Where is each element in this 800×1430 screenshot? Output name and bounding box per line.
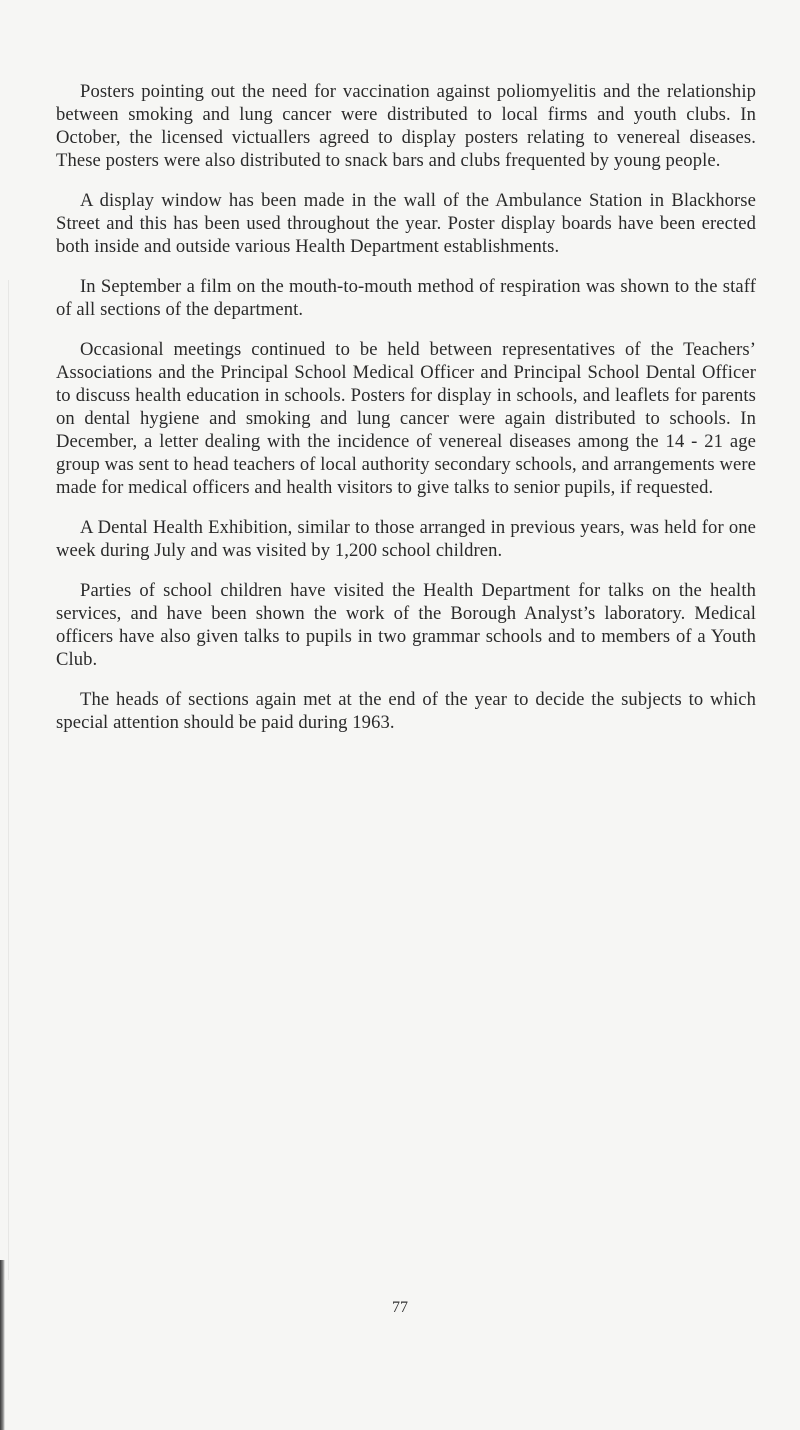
paragraph-film: In September a film on the mouth-to-mouth method of respiration was shown to the staff of all sections of the department.	[56, 276, 756, 320]
page-shadow-line	[8, 280, 9, 1280]
paragraph-posters: Posters pointing out the need for vaccination against poliomyelitis and the relationship between smoking and lung cancer were distributed to local firms and youth clubs. In October, the licensed victuallers agreed to display posters relating to venereal diseases. These posters were also distributed to snack bars and clubs frequented by young people.	[56, 81, 756, 171]
page-number: 77	[392, 1299, 408, 1316]
paragraph-meetings: Occasional meetings continued to be held between representatives of the Teachers’ Associations and the Principal School Medical Officer and Principal School Dental Officer to discuss health education in schools. Posters for display in schools, and leaflets for parents on dental hygiene and smoking and lung cancer were again distributed to schools. In December, a letter dealing with the incidence of venereal diseases among the 14 - 21 age group was sent to head teachers of local authority secondary schools, and arrangements were made for medical officers and health visitors to give talks to senior pupils, if requested.	[56, 339, 756, 498]
paragraph-exhibition: A Dental Health Exhibition, similar to those arranged in previous years, was held for one week during July and was visited by 1,200 school children.	[56, 517, 756, 561]
binding-edge	[0, 1260, 5, 1430]
paragraph-display-window: A display window has been made in the wall of the Ambulance Station in Blackhorse Street and this has been used throughout the year. Poster display boards have been erected both inside and outside various Health Department establishments.	[56, 190, 756, 257]
body-text	[56, 80, 756, 751]
paragraph-heads-of-sections: The heads of sections again met at the end of the year to decide the subjects to which special attention should be paid during 1963.	[56, 689, 756, 733]
paragraph-school-visits: Parties of school children have visited the Health Department for talks on the health services, and have been shown the work of the Borough Analyst’s laboratory. Medical officers have also given talks to pupils in two grammar schools and to members of a Youth Club.	[56, 580, 756, 670]
